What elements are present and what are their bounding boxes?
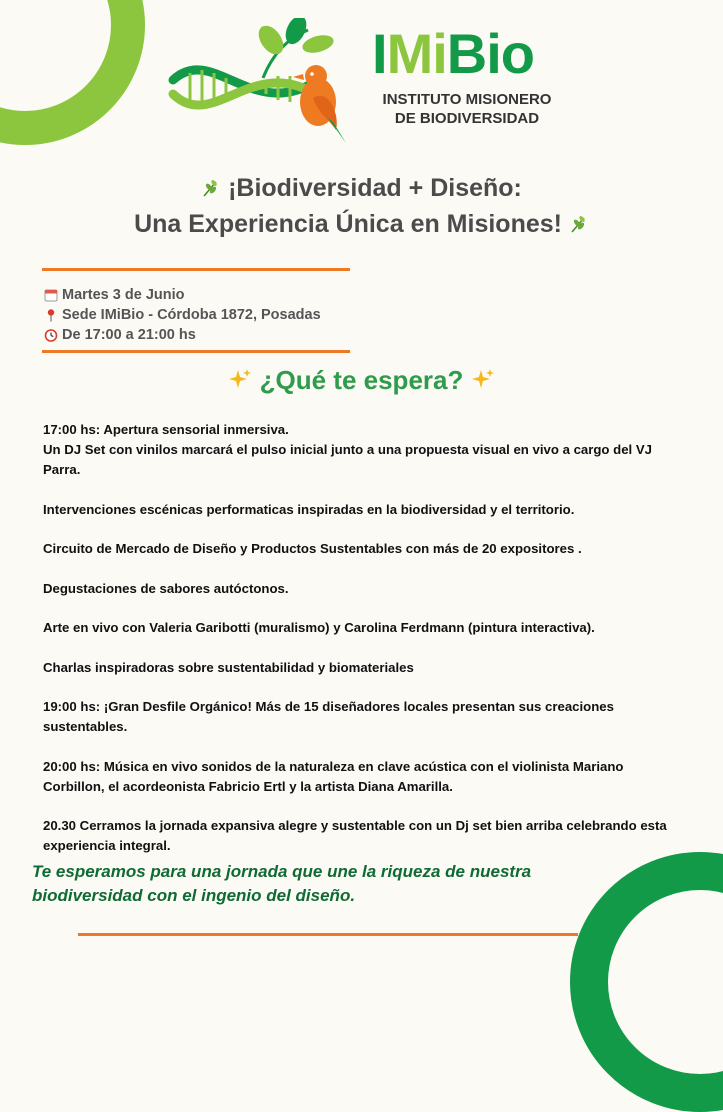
program-item: Circuito de Mercado de Diseño y Productos Sustentables con más de 20 expositores . <box>43 541 582 556</box>
divider-top <box>42 268 350 271</box>
pin-icon <box>44 308 58 322</box>
program-item: Un DJ Set con vinilos marcará el pulso inicial junto a una propuesta visual en vivo a cargo del VJ Parra. <box>43 442 653 477</box>
herb-icon <box>201 178 221 198</box>
divider-bottom <box>78 933 578 936</box>
herb-icon <box>569 214 589 234</box>
section-heading <box>0 365 723 396</box>
program-item: 20.30 Cerramos la jornada expansiva alegre y sustentable con un Dj set bien arriba celebrando esta experiencia integral. <box>43 818 667 853</box>
sparkles-icon <box>228 368 252 392</box>
event-venue: Sede IMiBio - Córdoba 1872, Posadas <box>62 307 321 323</box>
page-title <box>0 170 723 242</box>
program-item: 19:00 hs: ¡Gran Desfile Orgánico! Más de 15 diseñadores locales presentan sus creaciones sustentables. <box>43 699 614 734</box>
program-item: Degustaciones de sabores autóctonos. <box>43 580 289 596</box>
program-list <box>43 420 685 856</box>
program-item: 17:00 hs: Apertura sensorial inmersiva. <box>43 422 289 437</box>
title-line-2 <box>0 206 723 242</box>
closing-message: Te esperamos para una jornada que une la riqueza de nuestra biodiversidad con el ingenio del diseño. <box>32 862 532 905</box>
title-text-1: ¡Biodiversidad + Diseño: <box>228 174 522 202</box>
program-item: 20:00 hs: Música en vivo sonidos de la naturaleza en clave acústica con el violinista Mariano Corbillon, el acordeonista Fabricio Ertl y la artista Diana Amarilla. <box>43 758 624 794</box>
event-info <box>44 285 321 345</box>
logo-word-mi: Mi <box>386 22 447 85</box>
program-item: Charlas inspiradoras sobre sustentabilidad y biomateriales <box>43 659 414 675</box>
program-item: Intervenciones escénicas performaticas inspiradas en la biodiversidad y el territorio. <box>43 501 575 517</box>
logo-word-bio: Bio <box>446 22 534 85</box>
title-line-1 <box>0 170 723 206</box>
event-date: Martes 3 de Junio <box>62 287 185 303</box>
alarm-clock-icon <box>44 328 58 342</box>
event-venue-row <box>44 305 321 325</box>
sparkles-icon <box>471 368 495 392</box>
event-time: De 17:00 a 21:00 hs <box>62 327 196 343</box>
calendar-icon <box>44 288 58 302</box>
divider-info-bottom <box>42 350 350 353</box>
logo-word-i: I <box>372 22 387 85</box>
title-text-2: Una Experiencia Única en Misiones! <box>134 210 562 238</box>
decorative-ring-top-left <box>0 0 145 145</box>
dna-leaf-bird-logo-icon <box>168 18 368 148</box>
logo-wordmark <box>372 22 534 85</box>
event-time-row <box>44 325 321 345</box>
program-item: Arte en vivo con Valeria Garibotti (muralismo) y Carolina Ferdmann (pintura interactiva). <box>43 620 595 635</box>
section-heading-text: ¿Qué te espera? <box>259 365 464 395</box>
logo-subtitle: INSTITUTO MISIONERO DE BIODIVERSIDAD <box>382 91 552 127</box>
event-date-row <box>44 285 321 305</box>
